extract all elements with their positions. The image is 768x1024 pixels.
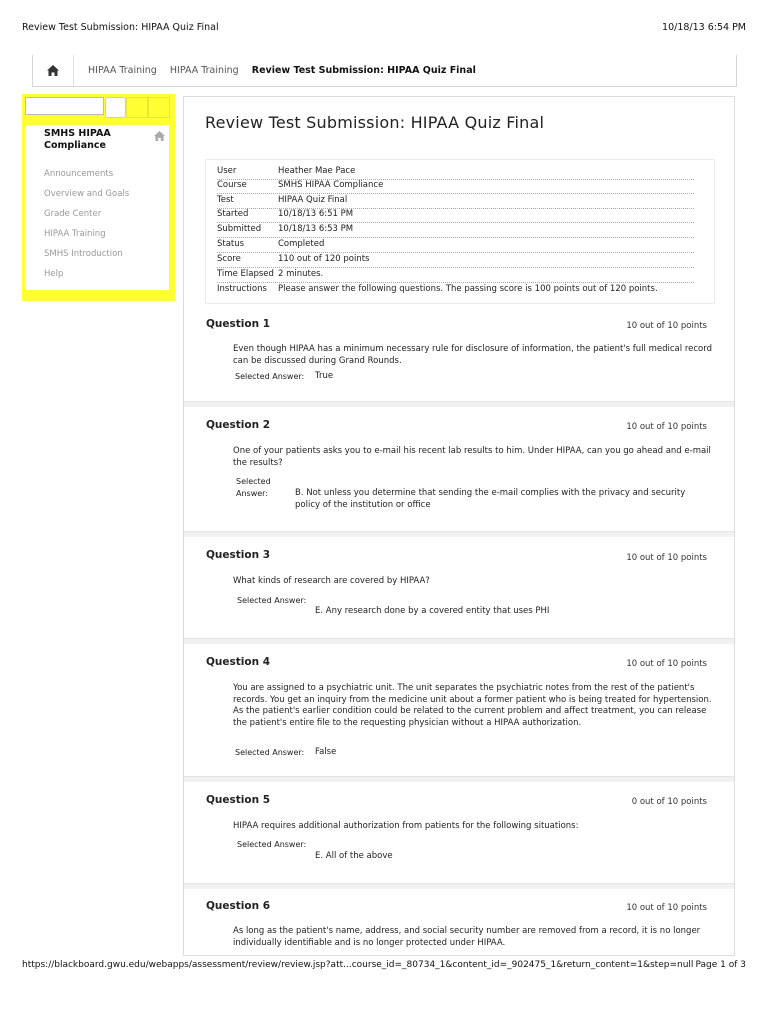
breadcrumb <box>32 55 737 87</box>
selected-answer-label: Selected Answer: <box>237 596 307 605</box>
detail-value: HIPAA Quiz Final <box>278 195 348 205</box>
home-icon[interactable] <box>154 131 165 141</box>
submission-details <box>205 159 715 304</box>
print-footer <box>22 960 746 974</box>
selected-answer: E. All of the above <box>315 851 393 861</box>
detail-label: Score <box>217 254 241 264</box>
question-title: Question 5 <box>206 794 271 806</box>
question-title: Question 2 <box>206 419 271 431</box>
sidebar-item-smhs-introduction[interactable]: SMHS Introduction <box>44 249 123 259</box>
course-menu-panel <box>25 125 169 290</box>
detail-row-started <box>217 208 694 223</box>
detail-row-time-elapsed <box>217 268 694 283</box>
question-divider <box>184 401 735 407</box>
detail-label: Time Elapsed <box>217 269 274 279</box>
print-footer-url: https://blackboard.gwu.edu/webapps/assessment/review/review.jsp?att...course_id=_80734_1&content_id=_902475_1&return_content=1&step=null <box>22 960 694 970</box>
question-points: 10 out of 10 points <box>626 903 707 913</box>
detail-row-status <box>217 238 694 253</box>
detail-label: Status <box>217 239 245 249</box>
detail-value: Completed <box>278 239 325 249</box>
question-text: You are assigned to a psychiatric unit. The unit separates the psychiatric notes from the rest of the patient's records. You get an inquiry from the medicine unit about a former patient who is being treated for hypertension. As the patient's earlier condition could be related to the current problem and affect treatment, you can release the patient's entire file to the requesting physician without a HIPAA authorization. <box>233 683 712 728</box>
question-title: Question 1 <box>206 318 271 330</box>
course-menu-sidebar <box>22 94 175 301</box>
detail-label: Course <box>217 180 247 190</box>
selected-answer-label: Selected Answer: <box>235 372 305 381</box>
detail-value: 10/18/13 6:53 PM <box>278 224 354 234</box>
selected-answer: E. Any research done by a covered entity that uses PHI <box>315 606 550 616</box>
question-text: As long as the patient's name, address, and social security number are removed from a record, it is no longer individually identifiable and is no longer protected under HIPAA. <box>233 926 701 948</box>
question-divider <box>184 531 735 537</box>
detail-value: 2 minutes. <box>278 269 324 279</box>
course-menu-search-input[interactable] <box>25 97 104 115</box>
selected-answer: True <box>315 371 334 381</box>
question-text: Even though HIPAA has a minimum necessary rule for disclosure of information, the patient's full medical record can be discussed during Grand Rounds. <box>233 344 712 366</box>
selected-answer: False <box>315 747 337 757</box>
print-header <box>22 22 746 36</box>
question-text: One of your patients asks you to e-mail his recent lab results to him. Under HIPAA, can you go ahead and e-mail the results? <box>233 446 711 468</box>
breadcrumb-items <box>88 65 486 76</box>
selected-answer-label: Selected Answer: <box>236 477 271 498</box>
course-menu-view-button[interactable] <box>126 97 148 118</box>
sidebar-item-overview-and-goals[interactable]: Overview and Goals <box>44 189 130 199</box>
detail-row-instructions <box>217 283 694 297</box>
question-title: Question 6 <box>206 900 271 912</box>
page-title: Review Test Submission: HIPAA Quiz Final <box>205 113 545 132</box>
course-menu-options-button[interactable] <box>148 97 170 118</box>
breadcrumb-home-button[interactable] <box>33 55 74 86</box>
question-divider <box>184 883 735 889</box>
breadcrumb-item-hipaa-training-2[interactable]: HIPAA Training <box>169 65 239 76</box>
question-points: 10 out of 10 points <box>626 659 707 669</box>
sidebar-item-help[interactable]: Help <box>44 269 64 279</box>
detail-label: Instructions <box>217 284 267 294</box>
detail-value: 110 out of 120 points <box>278 254 370 264</box>
detail-row-course <box>217 179 694 194</box>
print-footer-page: Page 1 of 3 <box>695 960 746 970</box>
question-title: Question 3 <box>206 549 271 561</box>
detail-label: Started <box>217 209 249 219</box>
course-menu-list <box>44 168 129 288</box>
selected-answer-label: Selected Answer: <box>237 840 307 849</box>
detail-value: 10/18/13 6:51 PM <box>278 209 354 219</box>
question-points: 10 out of 10 points <box>626 422 707 432</box>
sidebar-item-announcements[interactable]: Announcements <box>44 169 114 179</box>
breadcrumb-item-current: Review Test Submission: HIPAA Quiz Final <box>251 65 476 76</box>
print-header-title: Review Test Submission: HIPAA Quiz Final <box>22 22 219 33</box>
selected-answer-label: Selected Answer: <box>235 748 305 757</box>
breadcrumb-item-hipaa-training[interactable]: HIPAA Training <box>88 65 157 76</box>
course-title[interactable]: SMHS HIPAA Compliance <box>44 128 111 151</box>
detail-label: Test <box>217 195 234 205</box>
question-text: HIPAA requires additional authorization from patients for the following situations: <box>233 821 579 831</box>
question-points: 10 out of 10 points <box>626 553 707 563</box>
detail-label: User <box>217 166 237 176</box>
sidebar-item-grade-center[interactable]: Grade Center <box>44 209 102 219</box>
course-menu-toggle-button[interactable] <box>105 97 126 118</box>
detail-row-user <box>217 165 694 180</box>
question-points: 10 out of 10 points <box>626 321 707 331</box>
selected-answer: B. Not unless you determine that sending the e-mail complies with the privacy and security policy of the institution or office <box>295 488 686 510</box>
detail-value: SMHS HIPAA Compliance <box>278 180 384 190</box>
print-header-datetime: 10/18/13 6:54 PM <box>662 22 746 33</box>
detail-row-test <box>217 194 694 209</box>
detail-value: Please answer the following questions. The passing score is 100 points out of 120 points. <box>278 284 658 294</box>
question-points: 0 out of 10 points <box>631 797 707 807</box>
question-divider <box>184 638 735 644</box>
home-icon <box>47 65 59 76</box>
main-content <box>183 96 735 956</box>
sidebar-item-hipaa-training[interactable]: HIPAA Training <box>44 229 106 239</box>
detail-row-submitted <box>217 223 694 238</box>
question-divider <box>184 776 735 782</box>
detail-row-score <box>217 253 694 268</box>
question-title: Question 4 <box>206 656 271 668</box>
detail-label: Submitted <box>217 224 262 234</box>
question-text: What kinds of research are covered by HIPAA? <box>233 576 430 586</box>
detail-value: Heather Mae Pace <box>278 166 356 176</box>
